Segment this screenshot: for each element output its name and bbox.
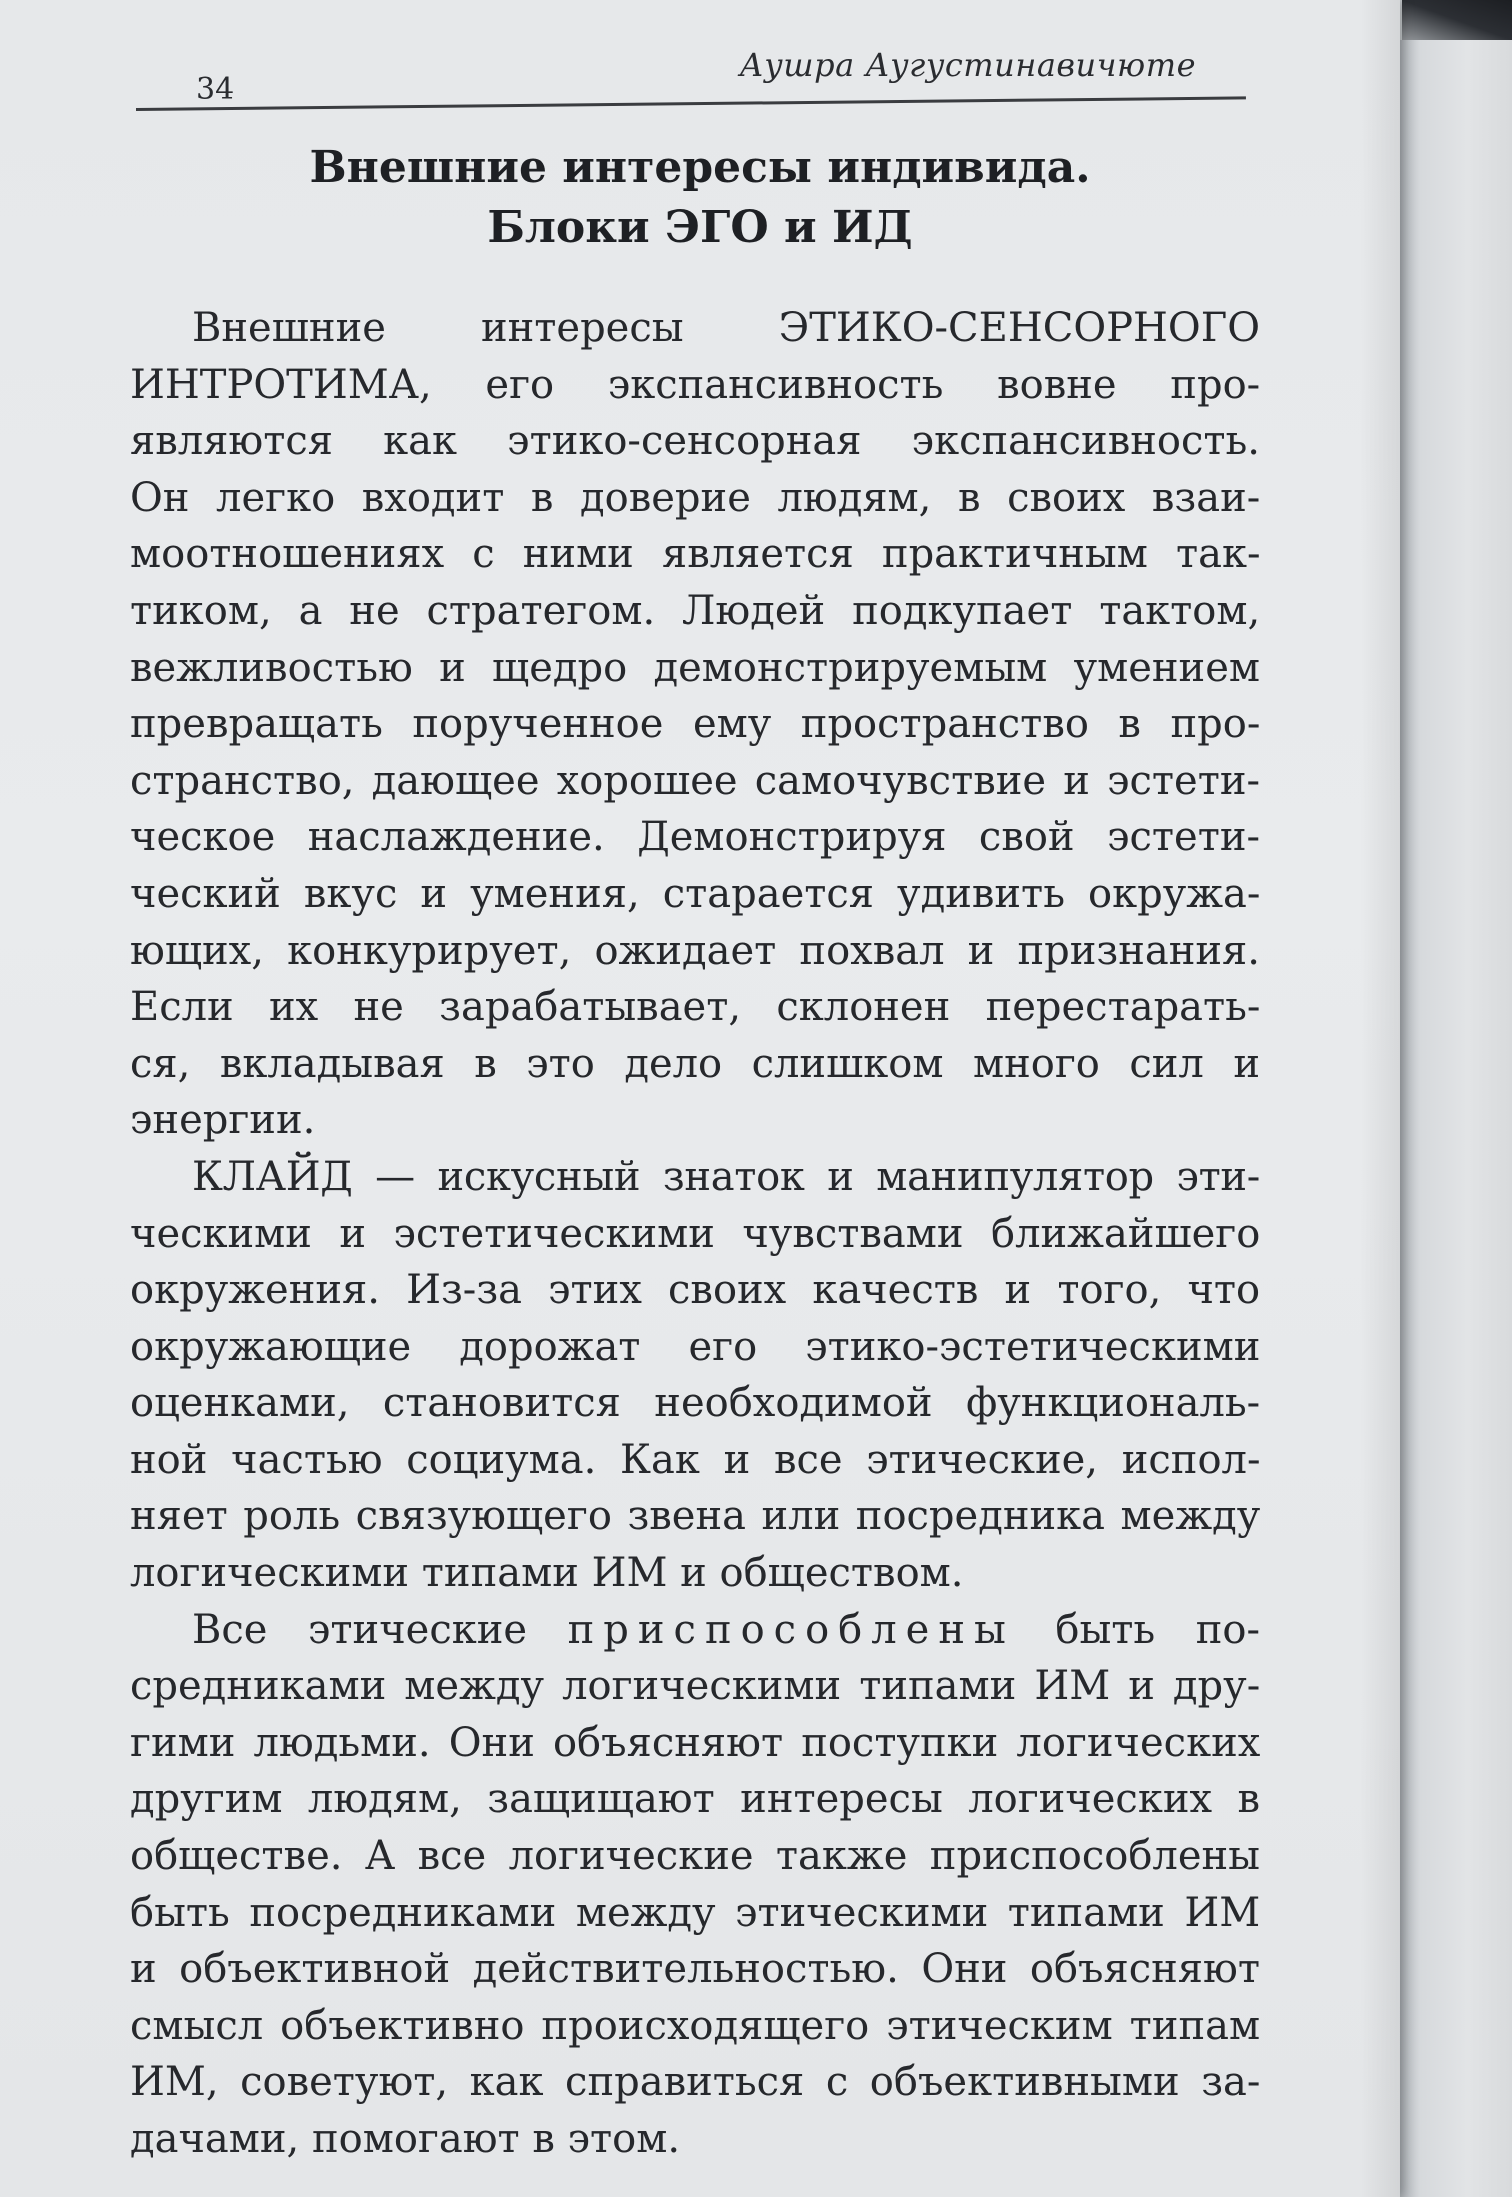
text-line: окружающие дорожат его этико-эстетическими	[130, 1323, 1261, 1370]
text-line: оценками, становится необходимой функциональ-	[130, 1380, 1261, 1427]
text-line: дачами, помогают в этом.	[130, 2116, 681, 2162]
text-fragment: Все этические	[192, 1606, 528, 1653]
text-line: вежливостью и щедро демонстрируемым умением	[130, 644, 1260, 691]
emphasized-word: приспособлены	[567, 1606, 1015, 1653]
text-line: КЛАЙД — искусный знаток и манипулятор эти-	[192, 1153, 1260, 1200]
body-text	[130, 300, 1260, 2168]
page-number: 34	[196, 72, 235, 107]
running-title: Аушра Аугустинавичюте	[739, 46, 1196, 84]
text-line: энергии.	[130, 1097, 316, 1144]
text-line: смысл объективно происходящего этическим типам	[130, 2002, 1261, 2049]
text-fragment: быть по-	[1055, 1606, 1260, 1653]
text-line: превращать порученное ему пространство в про-	[130, 701, 1261, 748]
paragraph-2	[130, 1149, 1260, 1602]
text-line: тиком, а не стратегом. Людей подкупает тактом,	[130, 587, 1261, 634]
text-line: ИНТРОТИМА, его экспансивность вовне про-	[130, 361, 1261, 408]
text-line: средниками между логическими типами ИМ и дру-	[130, 1663, 1261, 1710]
text-line: другим людям, защищают интересы логических в	[130, 1776, 1260, 1823]
text-line: Если их не зарабатывает, склонен перестарать-	[130, 984, 1261, 1031]
text-line: ческий вкус и умения, старается удивить окружа-	[130, 870, 1261, 917]
section-heading	[200, 138, 1200, 258]
heading-line-2: Блоки ЭГО и ИД	[487, 202, 913, 253]
heading-line-1: Внешние интересы индивида.	[309, 142, 1091, 193]
text-line: ческое наслаждение. Демонстрируя свой эстети-	[130, 814, 1260, 861]
paragraph-3	[130, 1602, 1260, 2168]
text-line: странство, дающее хорошее самочувствие и эстети-	[130, 757, 1260, 804]
text-line: ИМ, советуют, как справиться с объективными за-	[130, 2059, 1261, 2106]
text-line: гими людьми. Они объясняют поступки логических	[130, 1719, 1261, 1766]
text-line: ющих, конкурирует, ожидает похвал и признания.	[130, 927, 1260, 974]
text-line: ческими и эстетическими чувствами ближайшего	[130, 1210, 1261, 1257]
text-line: окружения. Из-за этих своих качеств и того, что	[130, 1267, 1261, 1314]
text-line: моотношениях с ними является практичным так-	[130, 531, 1261, 578]
text-line: Он легко входит в доверие людям, в своих взаи-	[130, 474, 1261, 521]
text-line: являются как этико-сенсорная экспансивность.	[130, 418, 1260, 465]
text-line: Внешние интересы ЭТИКО-СЕНСОРНОГО	[192, 305, 1260, 351]
paragraph-1	[130, 300, 1260, 1149]
text-line: няет роль связующего звена или посредника между	[130, 1493, 1261, 1540]
text-line-mixed	[130, 1602, 1260, 1659]
adjacent-page-edge	[1400, 40, 1512, 2197]
text-line: ся, вкладывая в это дело слишком много сил и	[130, 1040, 1260, 1087]
page-header	[136, 36, 1246, 116]
header-rule	[136, 96, 1246, 111]
text-line: логическими типами ИМ и обществом.	[130, 1550, 964, 1597]
text-line: обществе. А все логические также приспособлены	[130, 1833, 1260, 1880]
text-line: и объективной действительностью. Они объясняют	[130, 1946, 1260, 1993]
text-line: ной частью социума. Как и все этические, испол-	[130, 1436, 1261, 1483]
text-line: быть посредниками между этическими типами ИМ	[130, 1889, 1261, 1936]
